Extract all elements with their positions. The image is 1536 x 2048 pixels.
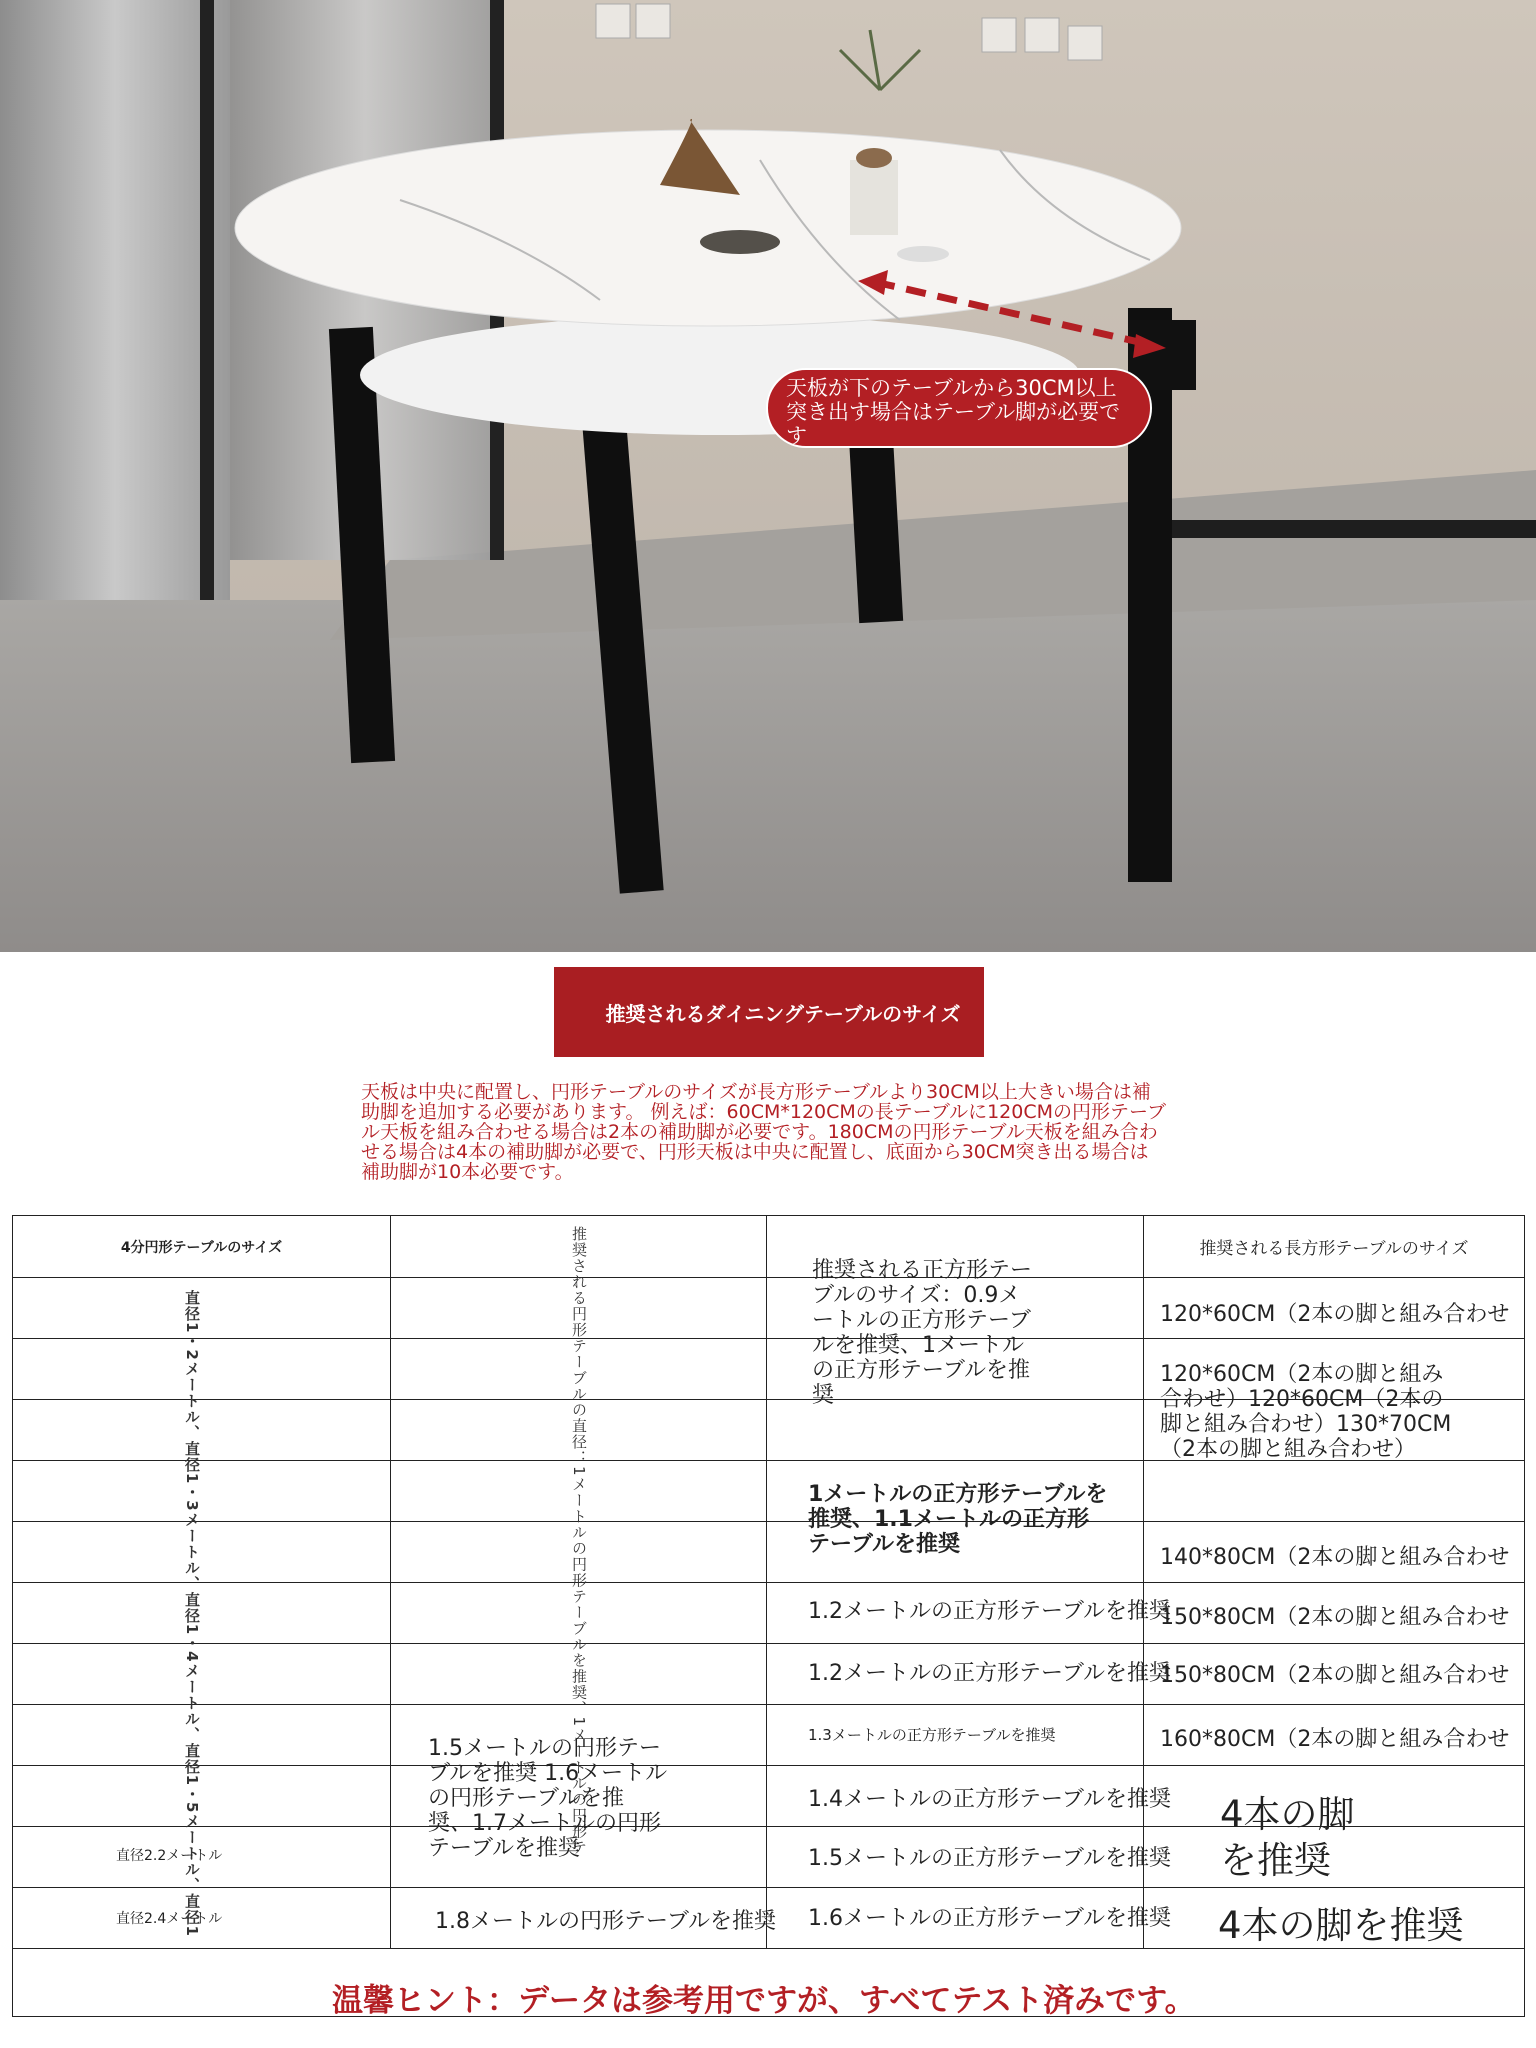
col4-row-2: 140*80CM（2本の脚と組み合わせ — [1160, 1545, 1510, 1570]
col3-row-6: 1.6メートルの正方形テーブルを推奨 — [808, 1906, 1172, 1931]
section-title-banner — [554, 967, 984, 1057]
col1-vertical-text: 直径1・2メートル、直径1・3メートル、直径1・4メートル、直径1・5メートル、直径1 — [183, 1290, 201, 1937]
photo-callout: 天板が下のテーブルから30CM以上突き出す場合はテーブル脚が必要です — [766, 368, 1152, 448]
col2-vertical-text: 推奨される円形テーブルの直径：1メートルの円形テーブルを推奨、1メートルの円形テ — [570, 1226, 588, 1856]
col4-row-4: 150*80CM（2本の脚と組み合わせ — [1160, 1663, 1510, 1688]
col3-block2: 1メートルの正方形テーブルを推奨、1.1メートルの正方形テーブルを推奨 — [808, 1482, 1108, 1557]
col2-last: 1.8メートルの円形テーブルを推奨 — [435, 1909, 777, 1934]
col3-row-2: 1.2メートルの正方形テーブルを推奨 — [808, 1661, 1172, 1686]
table-header-rect — [1144, 1216, 1525, 1278]
header-round-label: 4分円形テーブルのサイズ — [120, 1239, 283, 1256]
footer-hint: 温馨ヒント：データは参考用ですが、すべてテスト済みです。 — [332, 1983, 1196, 2019]
section-title: 推奨されるダイニングテーブルのサイズ — [605, 1001, 961, 1026]
col4-block: 120*60CM（2本の脚と組み合わせ）120*60CM（2本の脚と組み合わせ）130*70CM（2本の脚と組み合わせ） — [1160, 1362, 1452, 1462]
product-photo — [0, 0, 1536, 952]
col2-block: 1.5メートルの円形テーブルを推奨 1.6メートルの円形テーブルを推奨、1.7メートルの円形テーブルを推奨 — [428, 1736, 668, 1861]
col3-block1: 推奨される正方形テーブルのサイズ：0.9メートルの正方形テーブルを推奨、1メートルの正方形テーブルを推奨 — [812, 1258, 1033, 1408]
table-row — [13, 1461, 1525, 1522]
col4-row-5: 160*80CM（2本の脚と組み合わせ — [1160, 1727, 1510, 1752]
table-header-round — [13, 1216, 391, 1278]
col4-big-3: 4本の脚を推奨 — [1218, 1904, 1464, 1947]
col1-row-11: 直径2.4メートル — [116, 1911, 223, 1927]
col4-row-3: 150*80CM（2本の脚と組み合わせ — [1160, 1605, 1510, 1630]
col4-row-1: 120*60CM（2本の脚と組み合わせ — [1160, 1302, 1510, 1327]
notice-text: 天板は中央に配置し、円形テーブルのサイズが長方形テーブルより30CM以上大きい場合は補助脚を追加する必要があります。 例えば：60CM*120CMの長テーブルに120CMの円形テーブル天板を組み合わせる場合は2本の補助脚が必要です。180CMの円形テーブル天板を組み合わせる場合は4本の補助脚が必要で、円形天板は中央に配置し、底面から30CM突き出る場合は補助脚が10本必要です。 — [361, 1081, 1167, 1183]
col3-row-5: 1.5メートルの正方形テーブルを推奨 — [808, 1846, 1172, 1871]
header-rect-label: 推奨される長方形テーブルのサイズ — [1199, 1239, 1469, 1259]
col4-big-1: 4本の脚 — [1220, 1793, 1355, 1836]
col3-row-3: 1.3メートルの正方形テーブルを推奨 — [808, 1726, 1056, 1744]
col1-row-10: 直径2.2メートル — [116, 1848, 223, 1864]
col3-row-1: 1.2メートルの正方形テーブルを推奨 — [808, 1599, 1172, 1624]
col3-row-4: 1.4メートルの正方形テーブルを推奨 — [808, 1787, 1172, 1812]
col4-big-2: を推奨 — [1220, 1839, 1331, 1882]
